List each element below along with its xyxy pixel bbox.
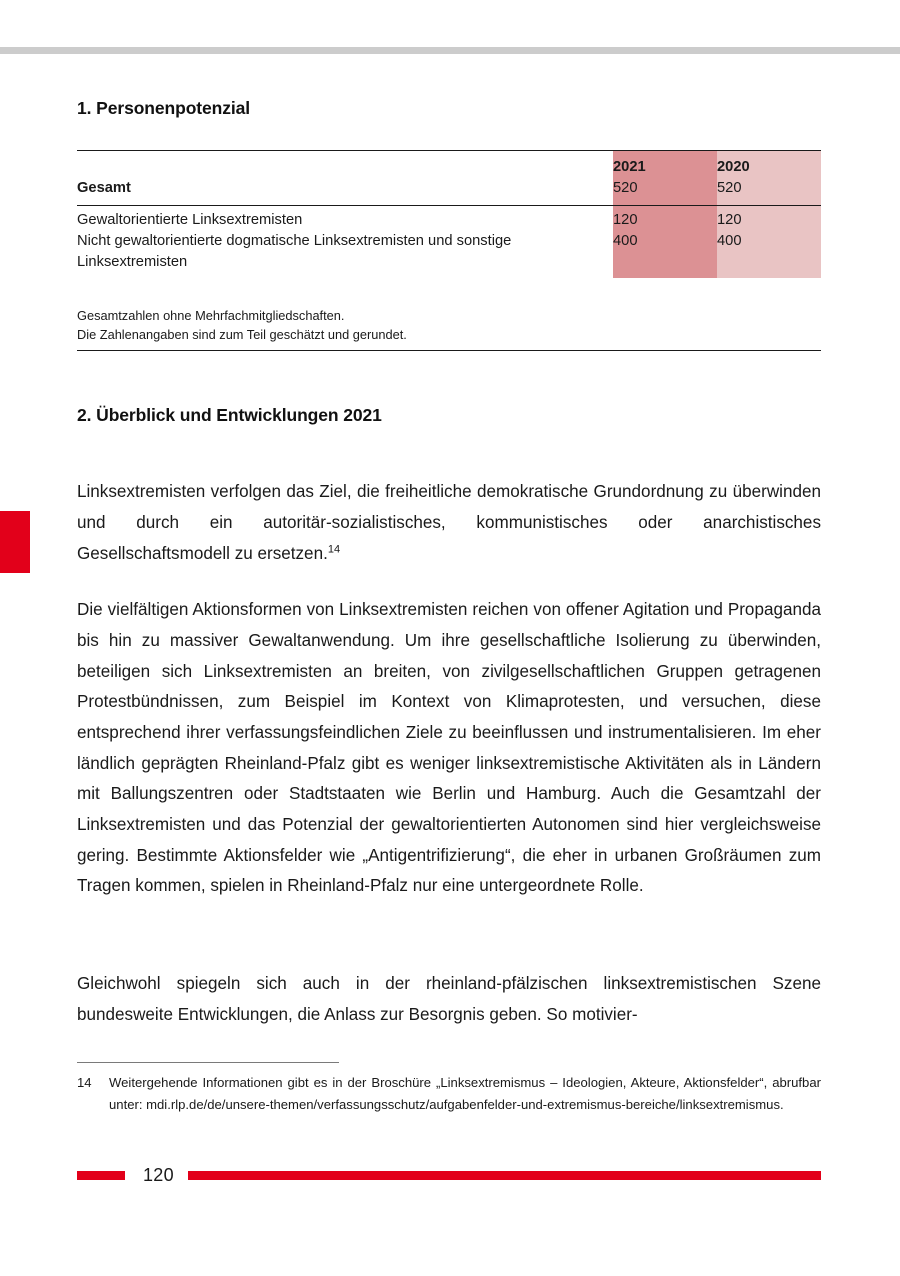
table-header-row xyxy=(77,151,821,179)
personenpotenzial-table xyxy=(77,150,821,278)
footer-bar-right xyxy=(188,1171,821,1180)
paragraph-ziel xyxy=(77,477,821,569)
table-notes-rule xyxy=(77,350,821,351)
footnote-reference-14: 14 xyxy=(327,542,341,555)
section-heading-ueberblick: 2. Überblick und Entwicklungen 2021 xyxy=(77,405,382,425)
chapter-thumb-tab xyxy=(0,511,30,573)
page-top-rule xyxy=(0,47,900,54)
table-row-total-label: Gesamt xyxy=(77,180,131,197)
table-row-total-2021: 520 xyxy=(613,178,717,205)
footnote-block xyxy=(77,1072,821,1115)
table-row xyxy=(77,231,821,278)
footer-bar-left xyxy=(77,1171,125,1180)
table-header-2020: 2020 xyxy=(717,151,821,179)
table-row-total-2020: 520 xyxy=(717,178,821,205)
page-number: 120 xyxy=(143,1165,174,1185)
footnote-text: Weitergehende Informationen gibt es in der Broschüre „Linksextremismus – Ideologien, Akteure, Aktionsfelder“, abrufbar unter: mdi.rlp.de/de/unsere-themen/verfassungsschutz/aufgabenfelder-und-extremismus-bereiche/linksextremismus. xyxy=(109,1075,821,1112)
paragraph-aktionsformen: Die vielfältigen Aktionsformen von Linksextremisten reichen von offener Agitation und Propaganda bis hin zu massiver Gewaltanwendung. Um ihre gesellschaftliche Isolierung zu überwinden, beteiligen sich Linksextremisten an breiten, von zivilgesellschaftlichen Gruppen getragenen Protestbündnissen, zum Beispiel im Kontext von Klimaprotesten, und versuchen, diese entsprechend ihrer verfassungsfeindlichen Ziele zu beeinflussen und instrumentalisieren. Im eher ländlich geprägten Rheinland-Pfalz gibt es weniger linksextremistische Aktivitäten als in Ländern mit Ballungszentren oder Stadtstaaten wie Berlin und Hamburg. Auch die Gesamtzahl der Linksextremisten und das Potenzial der gewaltorientierten Autonomen sind hier vergleichsweise gering. Bestimmte Aktionsfelder wie „Antigentrifizierung“, die eher in urbanen Großräumen zum Tragen kommen, spielen in Rheinland-Pfalz nur eine untergeordnete Rolle. xyxy=(77,600,821,896)
table-header-2021: 2021 xyxy=(613,151,717,179)
page-footer xyxy=(77,1166,821,1184)
table-row-label: Gewaltorientierte Linksextremisten xyxy=(77,205,613,231)
table-row-total xyxy=(77,178,821,205)
footnote-separator-rule xyxy=(77,1062,339,1063)
table-header-label-cell xyxy=(77,151,613,179)
table-notes xyxy=(77,307,821,344)
table-row-value-2021: 400 xyxy=(613,231,717,278)
table-row-value-2020: 400 xyxy=(717,231,821,278)
paragraph-gleichwohl: Gleichwohl spiegeln sich auch in der rheinland-pfälzischen linksextremistischen Szene bundesweite Entwicklungen, die Anlass zur Besorgnis geben. So motivier- xyxy=(77,974,821,1024)
section-heading-personenpotenzial: 1. Personenpotenzial xyxy=(77,98,251,118)
paragraph-ziel-text: Linksextremisten verfolgen das Ziel, die freiheitliche demokratische Grundordnung zu überwinden und durch ein autoritär-sozialistisches, kommunistisches oder anarchistisches Gesellschaftsmodell zu ersetzen. xyxy=(77,482,821,563)
table-row xyxy=(77,205,821,231)
table-note-line: Gesamtzahlen ohne Mehrfachmitgliedschaften. xyxy=(77,308,345,323)
table-note-line: Die Zahlenangaben sind zum Teil geschätzt und gerundet. xyxy=(77,326,407,342)
table-row-label: Nicht gewaltorientierte dogmatische Linksextremisten und sonstige Linksextremisten xyxy=(77,232,512,271)
footnote-number: 14 xyxy=(77,1075,92,1090)
table-row-value-2021: 120 xyxy=(613,205,717,231)
table-row-value-2020: 120 xyxy=(717,205,821,231)
